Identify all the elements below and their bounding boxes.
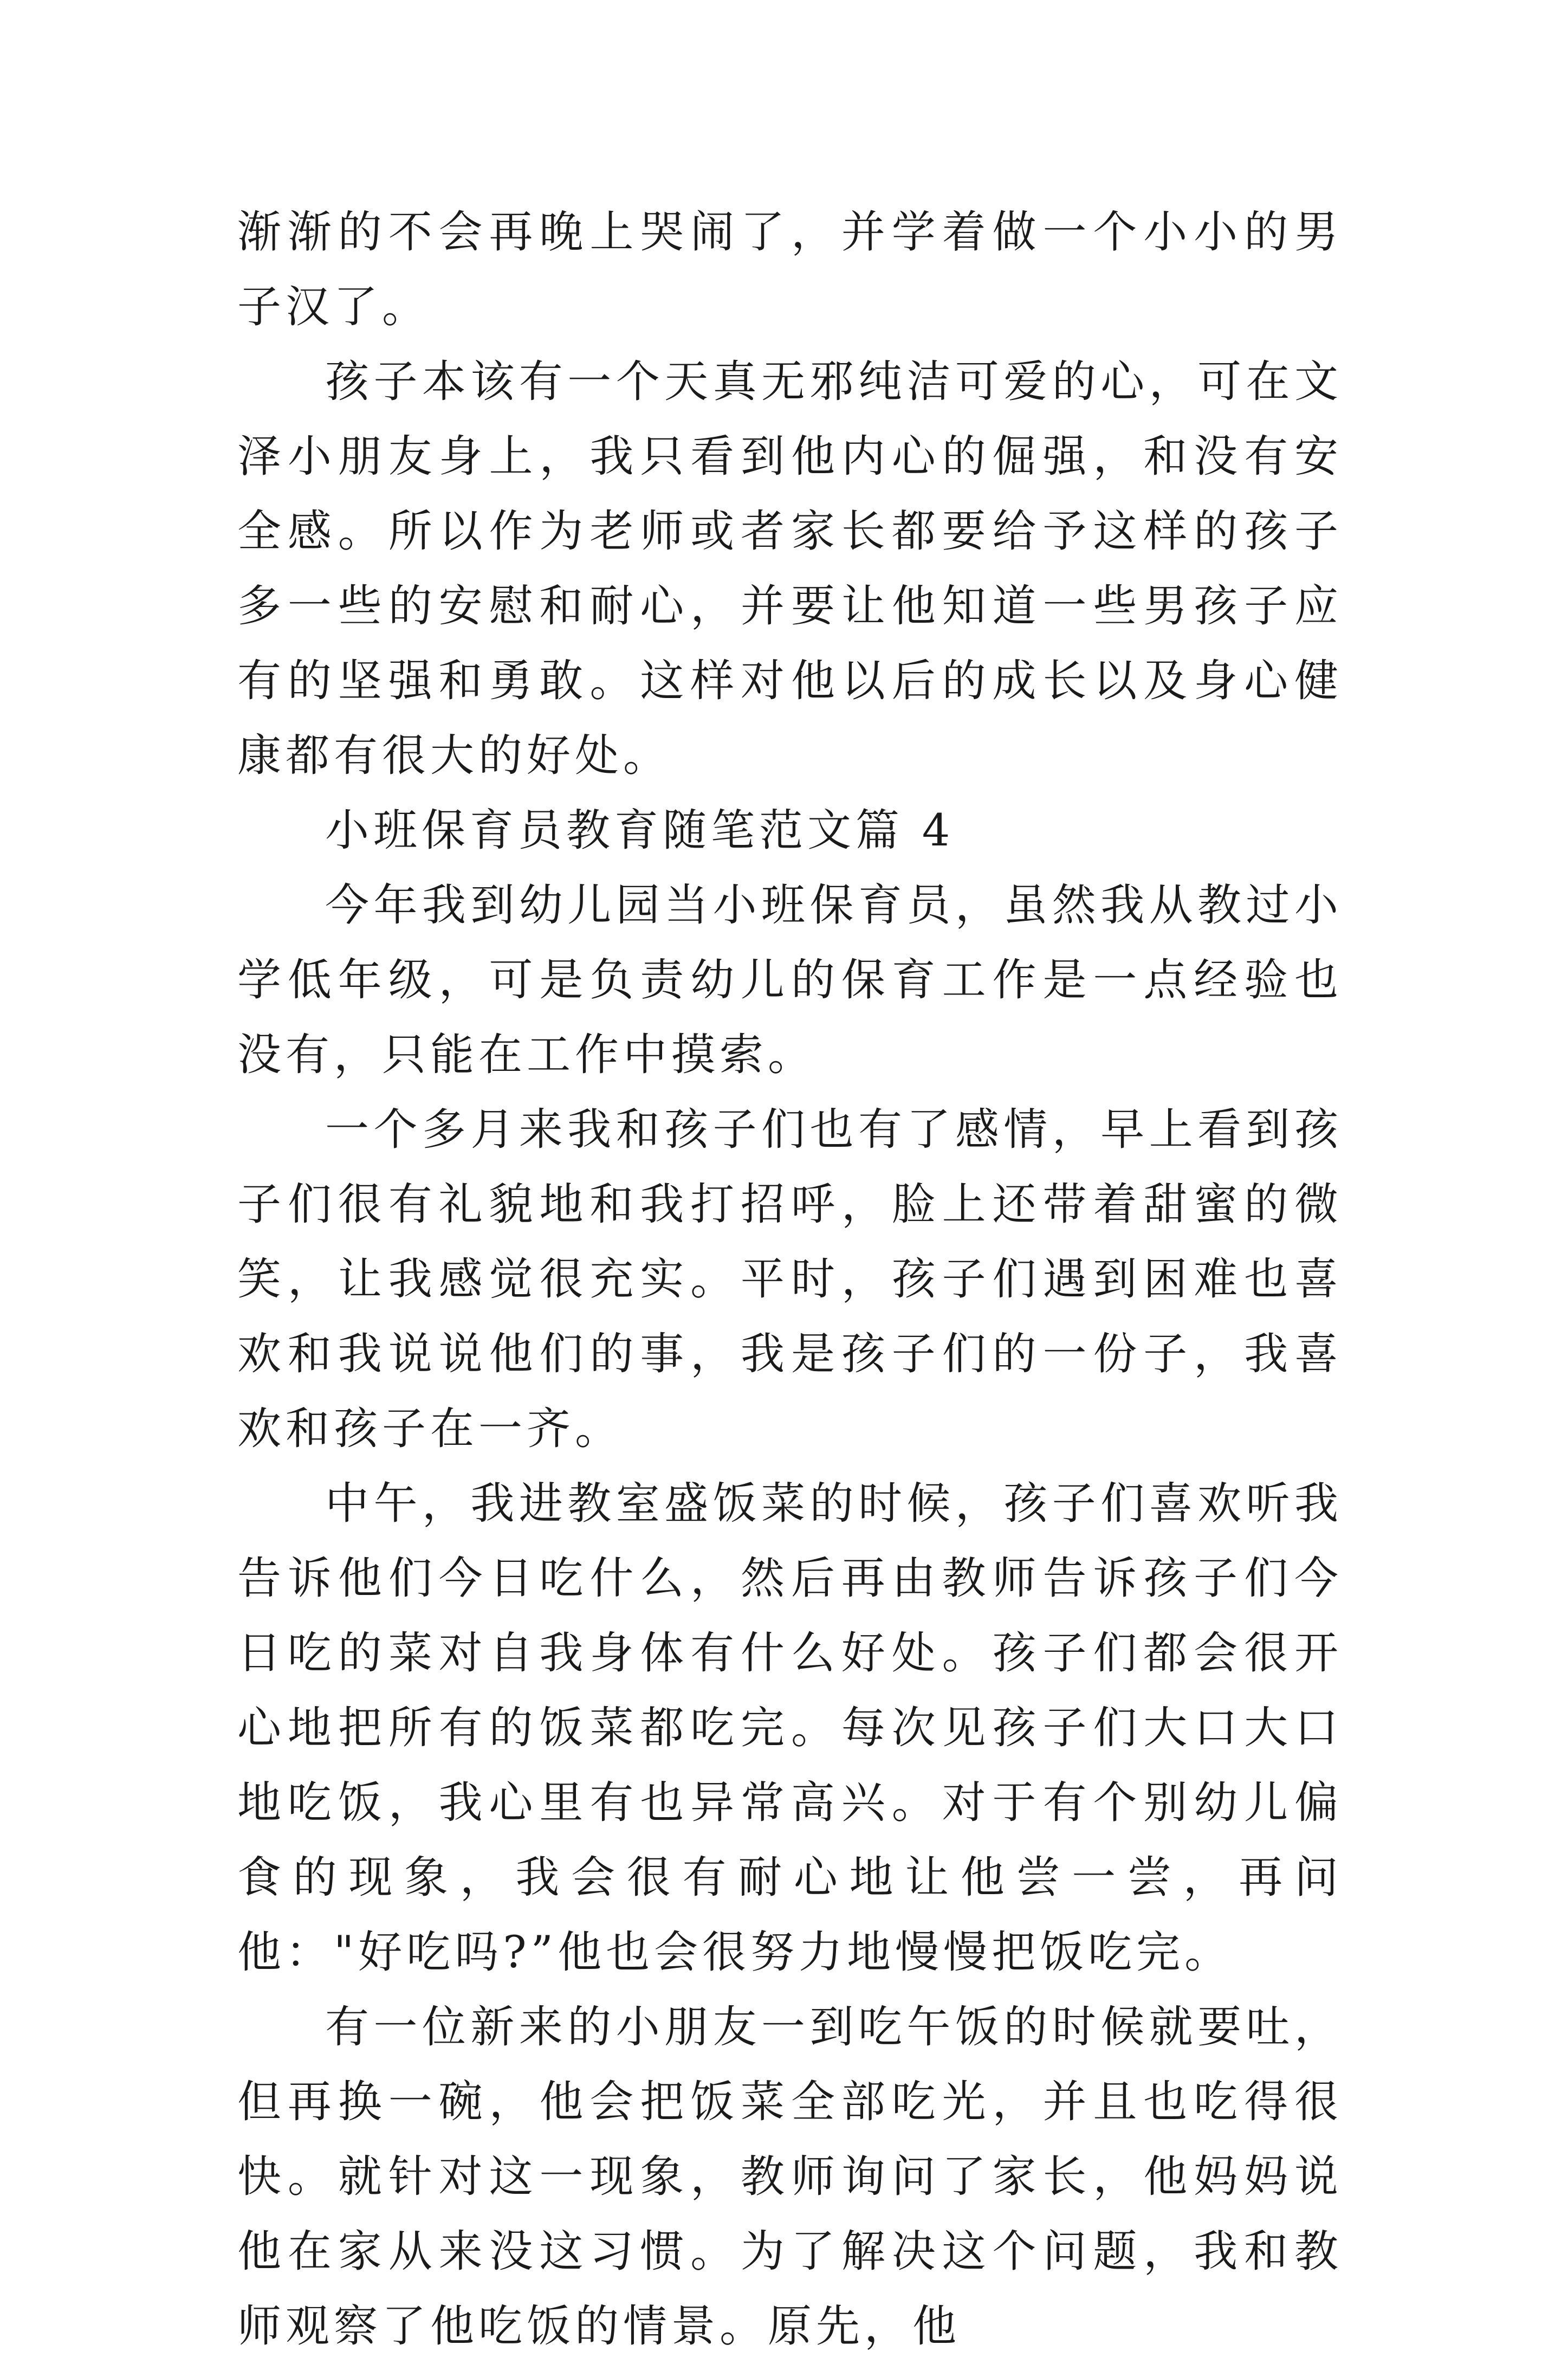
paragraph-continued: 渐渐的不会再晚上哭闹了，并学着做一个小小的男子汉了。 [237, 207, 1343, 333]
section-heading: 小班保育员教育随笔范文篇 4 [325, 805, 955, 856]
paragraph: 今年我到幼儿园当小班保育员，虽然我从教过小学低年级，可是负责幼儿的保育工作是一点经验也没有，只能在工作中摸索。 [237, 880, 1343, 1081]
paragraph: 一个多月来我和孩子们也有了感情，早上看到孩子们很有礼貌地和我打招呼，脸上还带着甜蜜的微笑，让我感觉很充实。平时，孩子们遇到困难也喜欢和我说说他们的事，我是孩子们的一份子，我喜欢和孩子在一齐。 [237, 1105, 1343, 1455]
body-text [237, 195, 1343, 2364]
paragraph: 中午，我进教室盛饭菜的时候，孩子们喜欢听我告诉他们今日吃什么，然后再由教师告诉孩子们今日吃的菜对自我身体有什么好处。孩子们都会很开心地把所有的饭菜都吃完。每次见孩子们大口大口地吃饭，我心里有也异常高兴。对于有个别幼儿偏食的现象，我会很有耐心地让他尝一尝，再问他："好吃吗?”他也会很努力地慢慢把饭吃完。 [237, 1478, 1343, 1978]
paragraph: 有一位新来的小朋友一到吃午饭的时候就要吐，但再换一碗，他会把饭菜全部吃光，并且也吃得很快。就针对这一现象，教师询问了家长，他妈妈说他在家从来没这习惯。为了解决这个问题，我和教师观察了他吃饭的情景。原先，他 [237, 2002, 1343, 2352]
paragraph: 孩子本该有一个天真无邪纯洁可爱的心，可在文泽小朋友身上，我只看到他内心的倔强，和没有安全感。所以作为老师或者家长都要给予这样的孩子多一些的安慰和耐心，并要让他知道一些男孩子应有的坚强和勇敢。这样对他以后的成长以及身心健康都有很大的好处。 [237, 357, 1343, 781]
